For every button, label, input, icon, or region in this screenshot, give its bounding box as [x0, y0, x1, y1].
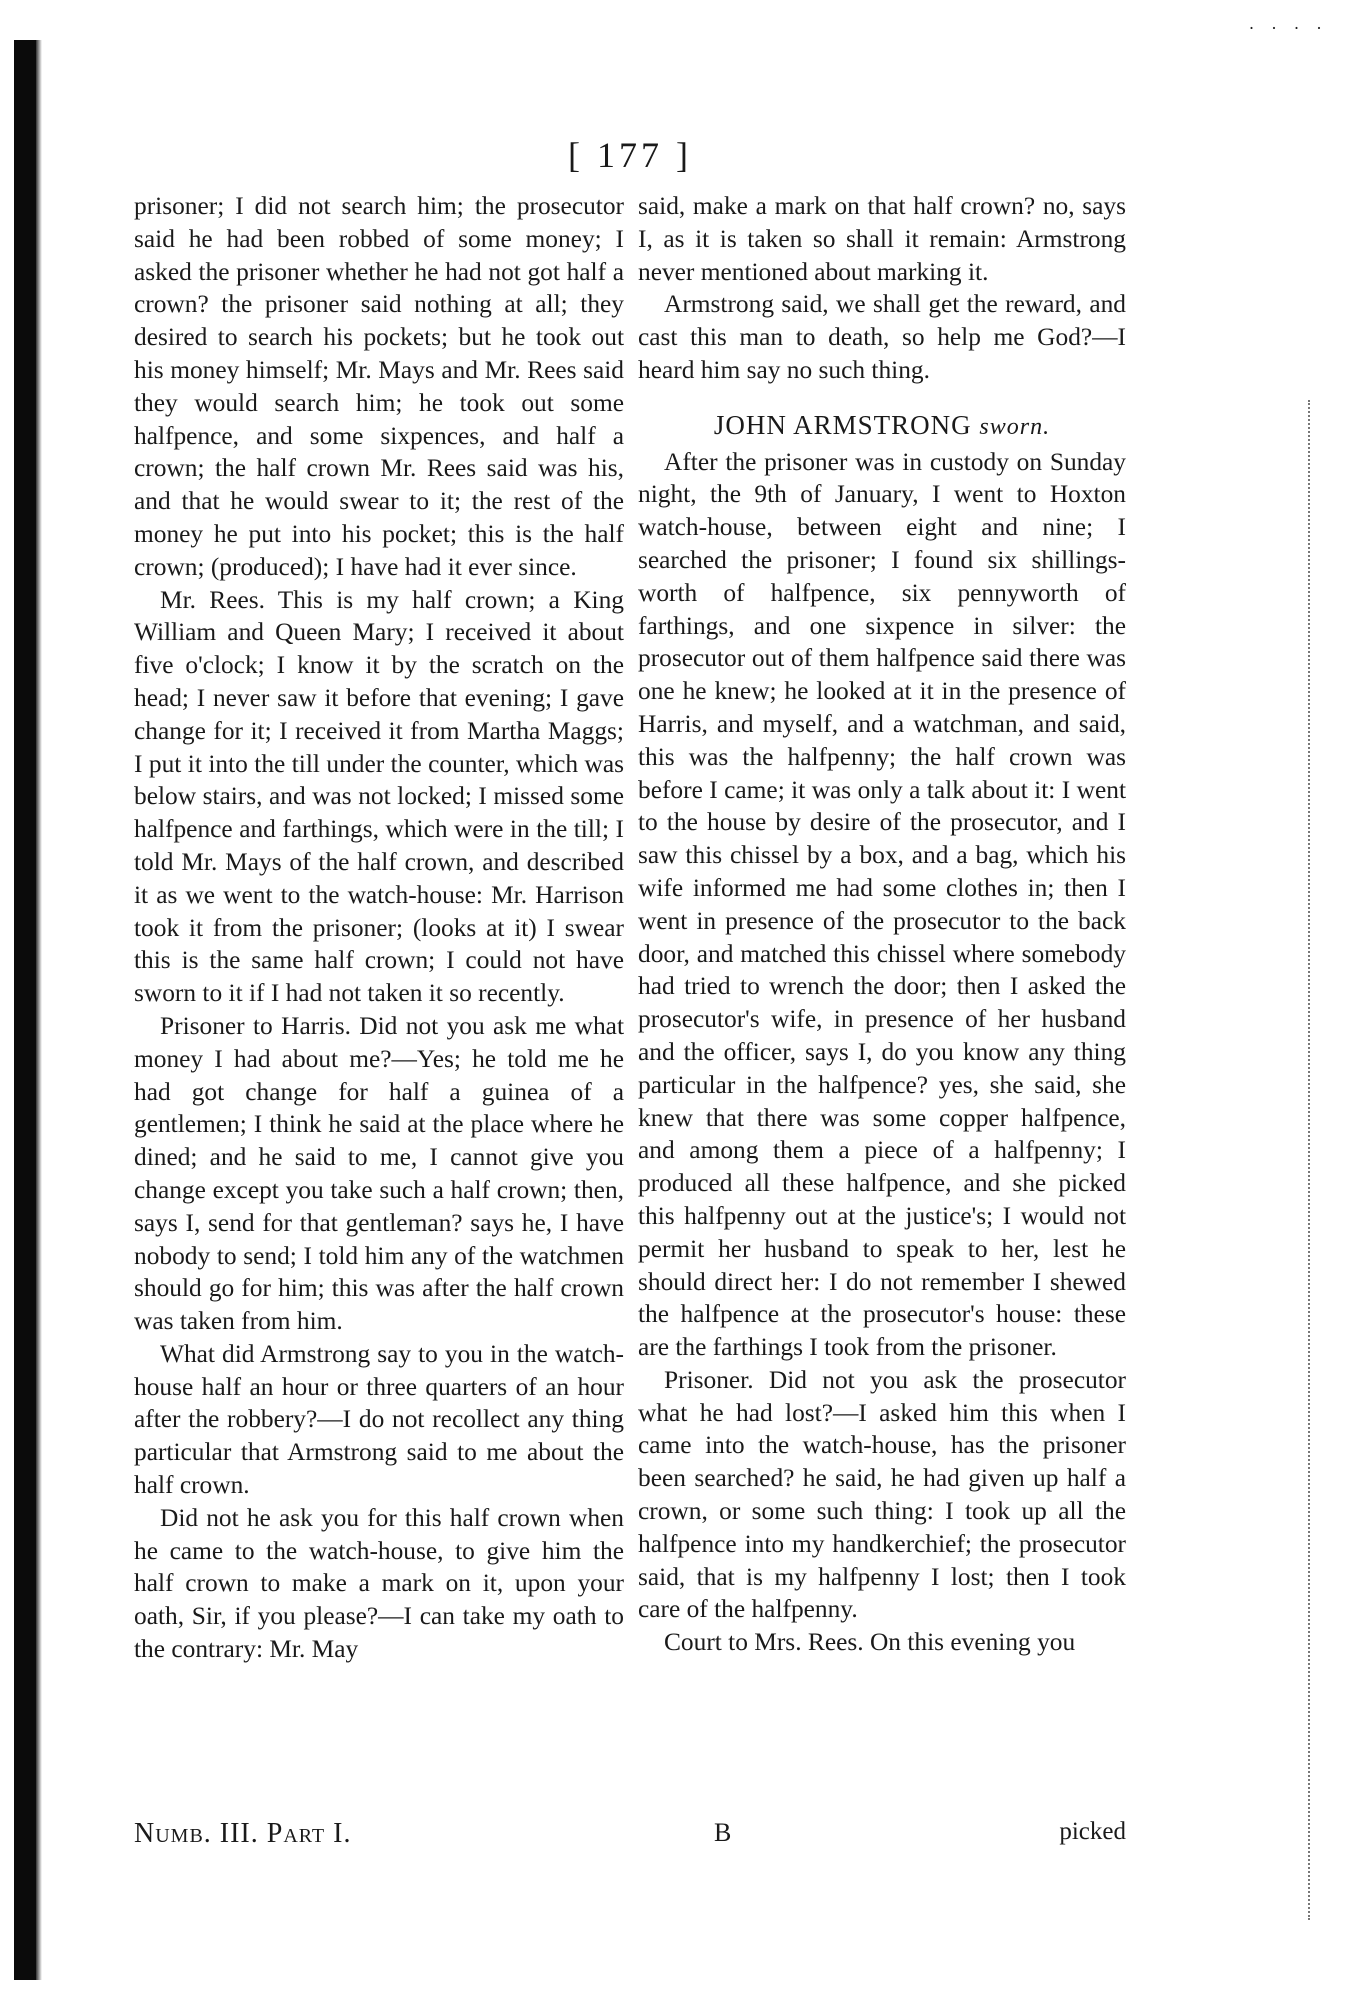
- paragraph: said, make a mark on that half crown? no, says I, as it is taken so shall it remain: Armstrong never mentioned about marking it.: [638, 192, 1126, 286]
- paragraph: What did Armstrong say to you in the watch-house half an hour or three quarters of an hour after the robbery?—I do not recollect any thing particular that Armstrong said to me about the half crown.: [134, 1339, 624, 1500]
- page-number: [ 177 ]: [568, 135, 692, 175]
- paragraph: Mr. Rees. This is my half crown; a King William and Queen Mary; I received it about five o'clock; I know it by the scratch on the head; I never saw it before that evening; I gave change for it; I received it from Martha Maggs; I put it into the till under the counter, which was below stairs, and was not locked; I missed some halfpence and farthings, which were in the till; I told Mr. Mays of the half crown, and described it as we went to the watch-house: Mr. Harrison took it from the prisoner; (looks at it) I swear this is the same half crown; I could not have sworn to it if I had not taken it so recently.: [134, 585, 624, 1008]
- book-spine-edge: [36, 40, 42, 1980]
- paragraph: Armstrong said, we shall get the reward, and cast this man to death, so help me God?—I heard him say no such thing.: [638, 290, 1126, 384]
- paragraph: prisoner; I did not search him; the prosecutor said he had been robbed of some money; I asked the prisoner whether he had not got half a crown? the prisoner said nothing at all; they desired to search his pockets; but he took out his money himself; Mr. Mays and Mr. Rees said they would search him; he took out some halfpence, and some sixpences, and half a crown; the half crown Mr. Rees said was his, and that he would swear to it; the rest of the money he put into his pocket; this is the half crown; (produced); I have had it ever since.: [134, 192, 624, 581]
- paragraph: Prisoner to Harris. Did not you ask me what money I had about me?—Yes; he told me he had got change for half a guinea of a gentlemen; I think he said at the place where he dined; and he said to me, I cannot give you change except you take such a half crown; then, says I, send for that gentleman? says he, I have nobody to send; I told him any of the watchmen should go for him; this was after the half crown was taken from him.: [134, 1011, 624, 1336]
- signature-line: Numb. III. Part I.: [134, 1818, 352, 1849]
- witness-sworn-note: sworn.: [979, 413, 1051, 440]
- catchword: picked: [1059, 1818, 1126, 1845]
- witness-heading: [638, 409, 1126, 444]
- paragraph: Did not he ask you for this half crown when he came to the watch-house, to give him the half crown to make a mark on it, upon your oath, Sir, if you please?—I can take my oath to the contrary: Mr. May: [134, 1503, 624, 1664]
- paragraph: After the prisoner was in custody on Sunday night, the 9th of January, I went to Hoxton watch-house, between eight and nine; I searched the prisoner; I found six shillings-worth of halfpence, six pennyworth of farthings, and one sixpence in silver: the prosecutor out of them halfpence said there was one he knew; he looked at it in the presence of Harris, and myself, and a watchman, and said, this was the halfpenny; the half crown was before I came; it was only a talk about it: I went to the house by desire of the prosecutor, and I saw this chissel by a box, and a bag, which his wife informed me had some clothes in; then I went in presence of the prosecutor to the back door, and matched this chissel where somebody had tried to wrench the door; then I asked the prosecutor's wife, in presence of her husband and the officer, says I, do you know any thing particular in the halfpence? yes, she said, she knew that there was some copper halfpence, and among them a piece of a halfpenny; I produced all these halfpence, and she picked this halfpenny out at the justice's; I would not permit her husband to speak to her, lest he should direct her: I do not remember I shewed the halfpence at the prosecutor's house: these are the farthings I took from the prisoner.: [638, 447, 1126, 1362]
- signature-mark: B: [714, 1818, 732, 1847]
- right-column: [638, 190, 1126, 1659]
- paragraph: Prisoner. Did not you ask the prosecutor what he had lost?—I asked him this when I came into the watch-house, has the prisoner been searched? he said, he had given up half a crown, or some such thing: I took up all the halfpence into my handkerchief; the prosecutor said, that is my halfpenny I lost; then I took care of the halfpenny.: [638, 1365, 1126, 1624]
- left-column: [134, 190, 624, 1666]
- paragraph: Court to Mrs. Rees. On this evening you: [664, 1628, 1076, 1657]
- book-spine-shadow: [14, 40, 36, 1980]
- top-edge-specks: · · · ·: [1248, 18, 1328, 38]
- witness-name: JOHN ARMSTRONG: [713, 409, 980, 440]
- page-edge: [1305, 400, 1310, 1920]
